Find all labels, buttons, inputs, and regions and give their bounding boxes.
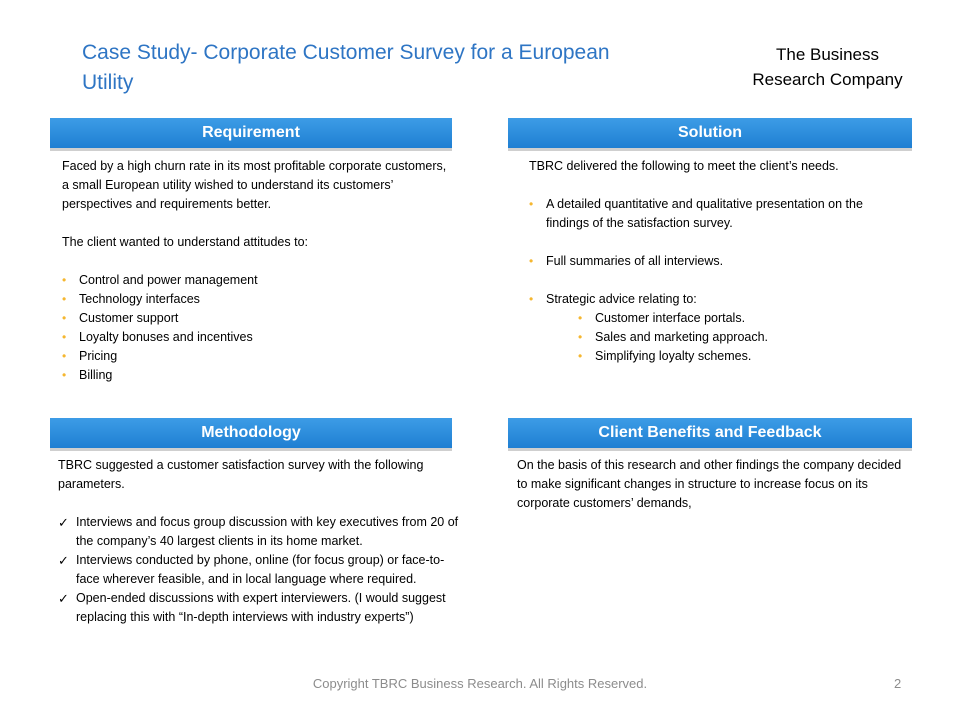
solution-panel [529,157,904,366]
benefits-text: On the basis of this research and other findings the company decided to make significant changes in structure to increase focus on its corporate customers’ demands, [517,458,902,510]
solution-list [529,195,904,233]
solution-list-3 [529,290,904,309]
methodology-list [58,513,463,627]
page-title: Case Study- Corporate Customer Survey for a European Utility [82,41,610,94]
requirement-intro: Faced by a high churn rate in its most profitable corporate customers, a small European utility wished to understand its customers’ perspectives and requirements better. [62,159,447,211]
benefits-panel [517,456,902,513]
company-name-line2: Research Company [752,70,903,89]
solution-list-2 [529,252,904,271]
list-item: • Customer interface portals. [578,309,904,328]
list-item: • Loyalty bonuses and incentives [62,328,447,347]
solution-intro: TBRC delivered the following to meet the client’s needs. [529,159,839,173]
list-item: ✓ Open-ended discussions with expert interviewers. (I would suggest replacing this with “In-depth interviews with industry experts”) [58,589,463,627]
methodology-header: Methodology [50,418,452,448]
list-item: • A detailed quantitative and qualitative presentation on the findings of the satisfaction survey. [529,195,904,233]
methodology-panel [58,456,463,627]
list-item: • Control and power management [62,271,447,290]
page-number: 2 [894,676,902,691]
benefits-header: Client Benefits and Feedback [508,418,912,448]
company-name [720,42,935,92]
list-item: • Customer support [62,309,447,328]
list-item: • Sales and marketing approach. [578,328,904,347]
list-item: • Full summaries of all interviews. [529,252,904,271]
solution-sublist [578,309,904,366]
list-item: ✓ Interviews conducted by phone, online (for focus group) or face-to-face wherever feasible, and in local language where required. [58,551,463,589]
requirement-lead: The client wanted to understand attitudes to: [62,235,308,249]
footer-copyright: Copyright TBRC Business Research. All Rights Reserved. [312,676,648,691]
requirement-panel [62,157,447,385]
solution-header: Solution [508,118,912,148]
company-name-line1: The Business [776,45,879,64]
methodology-intro: TBRC suggested a customer satisfaction survey with the following parameters. [58,458,424,491]
list-item: • Technology interfaces [62,290,447,309]
requirement-header: Requirement [50,118,452,148]
list-item: ✓ Interviews and focus group discussion with key executives from 20 of the company’s 40 largest clients in its home market. [58,513,463,551]
list-item: • Billing [62,366,447,385]
requirement-list [62,271,447,385]
list-item: • Strategic advice relating to: [529,290,904,309]
list-item: • Simplifying loyalty schemes. [578,347,904,366]
list-item: • Pricing [62,347,447,366]
